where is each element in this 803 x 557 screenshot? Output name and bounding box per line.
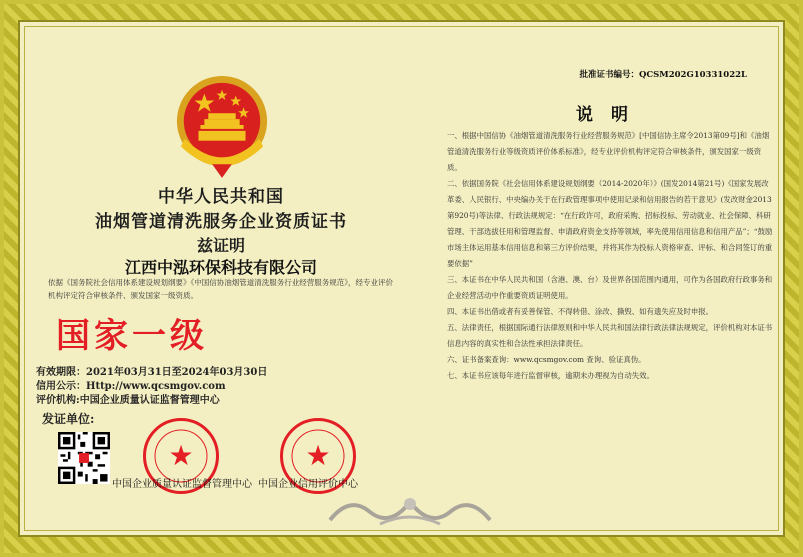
explanation-item: 五、法律责任，根据国际通行法律原则和中华人民共和国法律行政法律法规规定，评价机构对本证书信息内容的真实性和合法性承担法律责任。: [447, 323, 773, 348]
certificate-title: 油烟管道清洗服务企业资质证书: [95, 212, 347, 232]
qr-code-icon[interactable]: [58, 432, 110, 484]
explanation-item: 六、证书备案查询：www.qcsmgov.com 查询、验证真伪。: [447, 355, 646, 364]
evaluation-agency: 评价机构:中国企业质量认证监督管理中心: [36, 395, 220, 406]
explanation-item: 二、依据国务院《社会信用体系建设规划纲要（2014-2020年）》(国发2014第21号)《国家发展改革委、人民银行、中央编办关于在行政管理事项中使用记录和信用报告的若干意见》(发改财金2013第920号)等法律、行政法规规定：“在行政许可，政府采购、招标投标、劳动就业、社会保障、科研管理、干部选拔任用和管理监督、申请政府资金支持等领域，率先使用信用信息和信用产品”；“鼓励市场主体运用基本信用信息和第三方评价结果，并将其作为投标人资格审查、评标、和合同签订的重要依据”: [447, 179, 773, 268]
issuer-credit-center: 中国企业信用评价中心: [258, 479, 358, 490]
issuer-quality-center: 中国企业质量认证监督管理中心: [112, 479, 252, 490]
explanation-item: 一、根据中国信协《油烟管道清洗服务行业经营服务规范》[中国信协主席令2013第09号]和《油烟管道清洗服务行业等级资质评价体系标准》，经专业评价机构评定符合审核条件，颁发国家一级资质。: [447, 131, 770, 172]
company-name: 江西中泓环保科技有限公司: [124, 258, 317, 277]
approval-number: 批准证书编号：QCSM202G10331022L: [579, 70, 747, 80]
explanation-item: 三、本证书在中华人民共和国（含港、澳、台）及世界各国范围内通用，可作为各国政府行政事务和企业经营活动中作重要资质证明使用。: [447, 275, 773, 300]
star-icon: ★: [305, 439, 331, 472]
issuer-label: 发证单位:: [42, 412, 95, 426]
national-emblem-icon: [173, 70, 271, 180]
star-icon: ★: [168, 439, 194, 472]
certificate-basis: 依据《国务院社会信用体系建设规划纲要》《中国信协油烟管道清洗服务行业经营服务规范》，经专业评价机构评定符合审核条件、颁发国家一级资质。: [48, 278, 393, 300]
validity-period: 有效期限：2021年03月31日至2024年03月30日: [36, 367, 268, 378]
explanation-item: 四、本证书出借或者有妥善保管、不得转借、涂改、撕毁、如有遗失应及时申报。: [447, 307, 714, 316]
qualification-level: 国家一级: [56, 316, 208, 356]
certificate-country-title: 中华人民共和国: [158, 187, 284, 207]
certify-text: 兹证明: [196, 236, 245, 255]
explanation-panel: [447, 62, 775, 502]
ornament-icon: [320, 490, 500, 530]
credit-public-url: 信用公示：Http://www.qcsmgov.com: [36, 381, 226, 392]
explanation-list: [447, 128, 775, 384]
explanation-title: 说明: [576, 105, 646, 125]
explanation-item: 七、本证书应该每年进行监督审核，逾期未办理视为自动失效。: [447, 371, 654, 380]
